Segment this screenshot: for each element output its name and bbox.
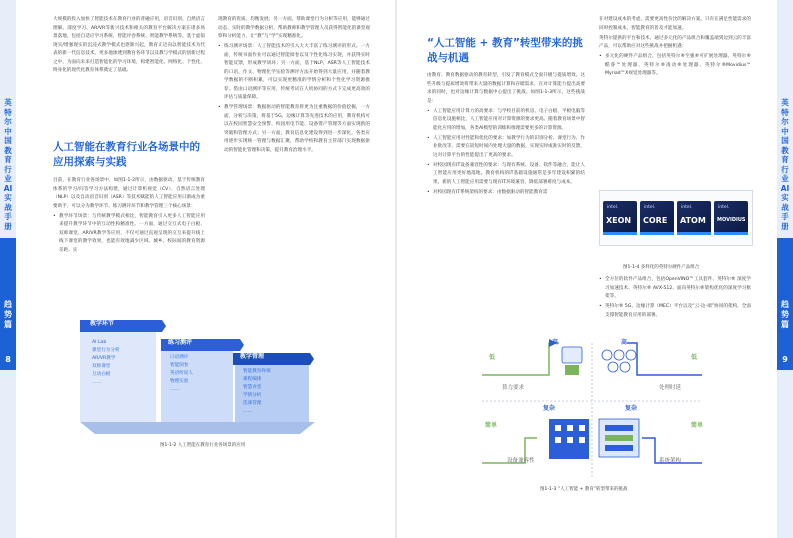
page-number-left: 8 (5, 355, 11, 364)
xeon-chip-icon: intel. XEON (603, 201, 637, 235)
quad-simple-left-label: 简单 (485, 422, 498, 429)
fig-col2-item: 智能阅卷 (170, 363, 189, 368)
left-col1-intro: 大规模的投入加快了智能技术在教育行业的普融应用，语音识别、自然语言理解、深度学习、AR/VR等新兴技术和相关的教育平台解决方案在诸多场景落地，包括自适应学习系统、智能评卷系统、智能教学系统等。基于虚拟现实/增强现实的沉浸式教学模式也逐渐兴起，教育正迈向以智能技术为代表的新一代信息技术，更多地渗透到教育各环节以及教与学模式的创新过程之中，为面向未来打造智能化的学习环境，构建智能化、网络化、个性化、终身化的现代化教育体系奠定了基础。 (53, 17, 205, 73)
left-page (0, 0, 395, 538)
fig-col1-item: AI Lab (92, 340, 107, 345)
book-title-vertical: 英特尔中国教育行业AI实战手册 (3, 98, 13, 231)
right-side-tab (777, 0, 793, 538)
right-col1-bullet-4: • 对校园现有IT系统架构的要求：由数据驱动的智能教育需 (427, 189, 585, 198)
fig-col1-list (92, 339, 120, 387)
right-page (397, 0, 793, 538)
fig-col1-item: …… (92, 380, 102, 385)
figure-left-caption: 图1-1-2 人工智能在教育行业各场景的应用 (160, 443, 246, 448)
fig-col2-item: 英语听说人 (170, 371, 193, 376)
core-chip-icon: intel. CORE (640, 201, 674, 235)
atom-chip-icon: intel. ATOM (677, 201, 711, 235)
fig-col2-item: 物理实验 (170, 379, 189, 384)
left-col1-bullet: • 教学环节场景：与传统教学模式相比，智能教育引入更多人工智能应用来提升教学环节中的互动性和精准性。一方面，通过交互式电子白板、双师课堂、AR/VR教学等应用，不仅可通过直观呈现的交互来提升线上线下课堂的教学效果，也能有效地减少区域、城乡、校际间的教育资源差距。实 (53, 213, 205, 256)
fig-col2-title: 练习测评 (168, 339, 193, 346)
figure-right-caption: 图1-1-3 “人工智能 + 教育”转型带来的挑战 (540, 487, 628, 492)
left-side-tab (0, 0, 16, 538)
right-heading: “人工智能 + 教育”转型带来的挑战与机遇 (427, 37, 583, 64)
quad-high-right-label: 高 (621, 339, 628, 346)
section-tab-label-right: 趋势篇 (781, 300, 789, 329)
left-col2-bullet-1: • 练习测评场景：人工智能技术的引入大大丰富了练习测评的形式。一方面，传统书面作业可以通过智能阅卷以及个性化练习实现，并获得实时智能反馈，形成教学闭环；另一方面，基于NLP、ASR等人工智能技术的口语、作文、物理化学实验等测评方法开始得到大量应用，并随着教学数据的不断积累，可以实现更精准的学情分析和个性化学习资源推荐。借由口语测评等应用，传统考试在人机协同的方式下完成更高效的评估与质量保障。 (218, 43, 370, 103)
fig-col3-item: 选课管理 (243, 401, 262, 406)
quad-latency-label: 处理时延 (659, 385, 682, 391)
right-col2-bullet-2: • 全方位的软件产品组合，包括OpenVINO™工具套件、英特尔® 深度学习加速技术、英特尔® AVX-512、面向英特尔®架构优化的深度学习框架等。 (599, 276, 751, 302)
fig-col1-item: 互动白板 (92, 372, 111, 377)
fig-col1-item: 双师课堂 (92, 364, 111, 369)
fig-col3-item: 智慧食堂 (243, 385, 262, 390)
fig-col1-item: AR/VR教学 (92, 356, 116, 361)
quad-complex-right-label: 复杂 (625, 405, 638, 412)
quad-low-right-label: 低 (691, 354, 698, 361)
right-col1-bullet-3: • 对校园现有IT设备兼容性的要求：与现有系统、设备、软件等融合，能让人工智能应用更好地落地。教育机构的IT基础设施通常是多年建设积累的结果，新的人工智能应用需要与现有IT环境兼容，降低部署难度与成本。 (427, 162, 585, 188)
fig-col3-item: 智能教育终端 (243, 369, 271, 374)
right-col1-bullet-1: • 人工智能应用计算力的高要求：与学校目前的机房、电子白板、平板电脑等信息化设施相比，人工智能应用对计算资源的要求更高。随着教育场景中智能化应用的增加，各类AI模型的训练和推理需要更多的计算资源。 (427, 108, 585, 134)
quad-low-label: 低 (489, 354, 496, 361)
fig-col3-item: 学情分析 (243, 393, 262, 398)
left-col2-bullet-2: • 教学管理场景：数据驱动的智能教育将更为注重数据的价值挖掘，一方面，分析与决策，将基于5G、边缘计算等先进技术的应用，教育机构可以在校园智慧安全预警、校园用电节能、设备资产管理等方面实现新的突破和管理方式；另一方面，教育信息化建设得到进一步深化，各类应用逐步实现统一管理与数据汇聚，帮助学校和教育主管部门实现数据驱动的智能化管理和决策，提升教育治理水平。 (218, 104, 370, 155)
quad-complex-left-label: 复杂 (543, 405, 556, 412)
section-tab-label: 趋势篇 (4, 300, 12, 329)
left-col1-body: 目前，在教育行业各场景中，如图1-1-2所示，由数据驱动，基于传统教育体系的学习/问答学习方法构建，通过计算机视觉（CV）、自然语言处理（NLP）以及自动语音识别（ASR）等技术赋能的人工智能应用日渐成为重要助手，可以分为教学环节、练习测评环节和教学管理三个核心场景： • 教学环节场景：与传统教学模式相比，智能教育引入更多人工智能应用来提升教学环节中的互动性和精准性。一方面，通过交互式电子白板、双师课堂、AR/VR教学等应用，不仅可通过直观呈现的交互来提升线上线下课堂的教学效果，也能有效地减少区域、城乡、校际间的教育资源差距。实 (53, 177, 205, 257)
fig-col2-item: 口语测评 (170, 355, 189, 360)
quad-arch-label: 系统架构 (659, 458, 682, 464)
book-title-vertical-right: 英特尔中国教育行业AI实战手册 (780, 98, 790, 231)
right-col1: 由教育、教育数据驱动的教育转型，引发了教育模式全面升级与提质增效。这些升级与提质增效将带来大量的数据计算和存储需求，在对计算能力提出高要求的同时，也对边缘计算与数据中心提出了挑战。如图1-1-3所示，这些挑战是： • 人工智能应用计算力的高要求：与学校目前的机房、电子白板、平板电脑等信息化设施相比，人工智能应用对计算资源的要求更高。随着教育场景中智能化应用的增加，各类AI模型的训练和推理需要更多的计算资源。 • 人工智能应用对性能和优化的要求：如教学行为的识别分析、课堂行为、作业批改等，需要在较短时间内处理大量的数据，实现实时或准实时的反馈，这对计算平台的性能提出了更高的要求。 • 对校园现有IT设备兼容性的要求：与现有系统、设备、软件等融合，能让人工智能应用更好地落地。教育机构的IT基础设施通常是多年建设积累的结果，新的人工智能应用需要与现有IT环境兼容，降低部署难度与成本。 • 对校园现有IT系统架构的要求：由数据驱动的智能教育需 (427, 72, 585, 199)
quad-high-left-label: 高 (552, 339, 559, 346)
right-col2: 在对建设成本的考虑，需要更高性价比的解决方案。只有在满足性能需求的同时控制成本，智能教育的普及才能加速。 英特尔提供的平台和技术，通过多元化的产品组合和覆盖端到边到云的丰富产品，可以帮助应对这些挑战并把握机遇： • 多元化的硬件产品组合，包括英特尔®至强®可扩展处理器、英特尔®酷睿™处理器、英特尔®凌动®处理器、英特尔®Movidius™ Myriad™X视觉处理器等。 (599, 16, 751, 80)
chip-caption: 图1-1-4 多样化的英特尔硬件产品组合 (623, 265, 700, 270)
right-col2-bullet-3: • 英特尔® 5G、边缘计算（MEC）平台以及“云-边-端”协同的架构，全面支撑智能教育应用的部署。 (599, 303, 751, 320)
quad-simple-right-label: 简单 (691, 422, 704, 429)
right-col1-bullet-2: • 人工智能应用对性能和优化的要求：如教学行为的识别分析、课堂行为、作业批改等，需要在较短时间内处理大量的数据，实现实时或准实时的反馈，这对计算平台的性能提出了更高的要求。 (427, 135, 585, 161)
page-number-right: 9 (782, 355, 788, 364)
fig-col3-item: 课程编排 (243, 377, 262, 382)
fig-col3-list (243, 368, 271, 416)
quad-compat-label: 设备兼容性 (507, 458, 535, 464)
fig-col3-title: 教学管理 (240, 353, 265, 360)
fig-col2-list (170, 354, 193, 394)
left-heading: 人工智能在教育行业各场景中的应用探索与实践 (53, 141, 200, 168)
movidius-chip-icon: intel. MOVIDIUS (714, 201, 748, 235)
chip-family-figure (599, 190, 753, 246)
fig-col3-item: …… (243, 409, 253, 414)
fig-col1-title: 教学环节 (90, 320, 115, 327)
fig-col1-item: 课堂行为分析 (92, 348, 120, 353)
left-col2: 现教育的优质、均衡发展；另一方面，帮助课堂行为分析等应用，能够通过动态、实时的教学数据分析，帮助教师和教学管理人员获得智能化的课堂观察和分析能力，让“教”与“学”实现精准化。 • 练习测评场景：人工智能技术的引入大大丰富了练习测评的形式。一方面，传统书面作业可以通过智能阅卷以及个性化练习实现，并获得实时智能反馈，形成教学闭环；另一方面，基于NLP、ASR等人工智能技术的口语、作文、物理化学实验等测评方法开始得到大量应用，并随着教学数据的不断积累，可以实现更精准的学情分析和个性化学习资源推荐。借由口语测评等应用，传统考试在人机协同的方式下完成更高效的评估与质量保障。 • 教学管理场景：数据驱动的智能教育将更为注重数据的价值挖掘，一方面，分析与决策，将基于5G、边缘计算等先进技术的应用，教育机构可以在校园智慧安全预警、校园用电节能、设备资产管理等方面实现新的突破和管理方式；另一方面，教育信息化建设得到进一步深化，各类应用逐步实现统一管理与数据汇聚，帮助学校和教育主管部门实现数据驱动的智能化管理和决策，提升教育治理水平。 (218, 16, 370, 157)
fig-col2-item: …… (170, 387, 180, 392)
right-col2-lower (599, 276, 751, 322)
quad-compute-label: 算力要求 (502, 385, 525, 391)
right-col2-bullet-1: • 多元化的硬件产品组合，包括英特尔®至强®可扩展处理器、英特尔®酷睿™处理器、英特尔®凌动®处理器、英特尔®Movidius™ Myriad™X视觉处理器等。 (599, 53, 751, 79)
